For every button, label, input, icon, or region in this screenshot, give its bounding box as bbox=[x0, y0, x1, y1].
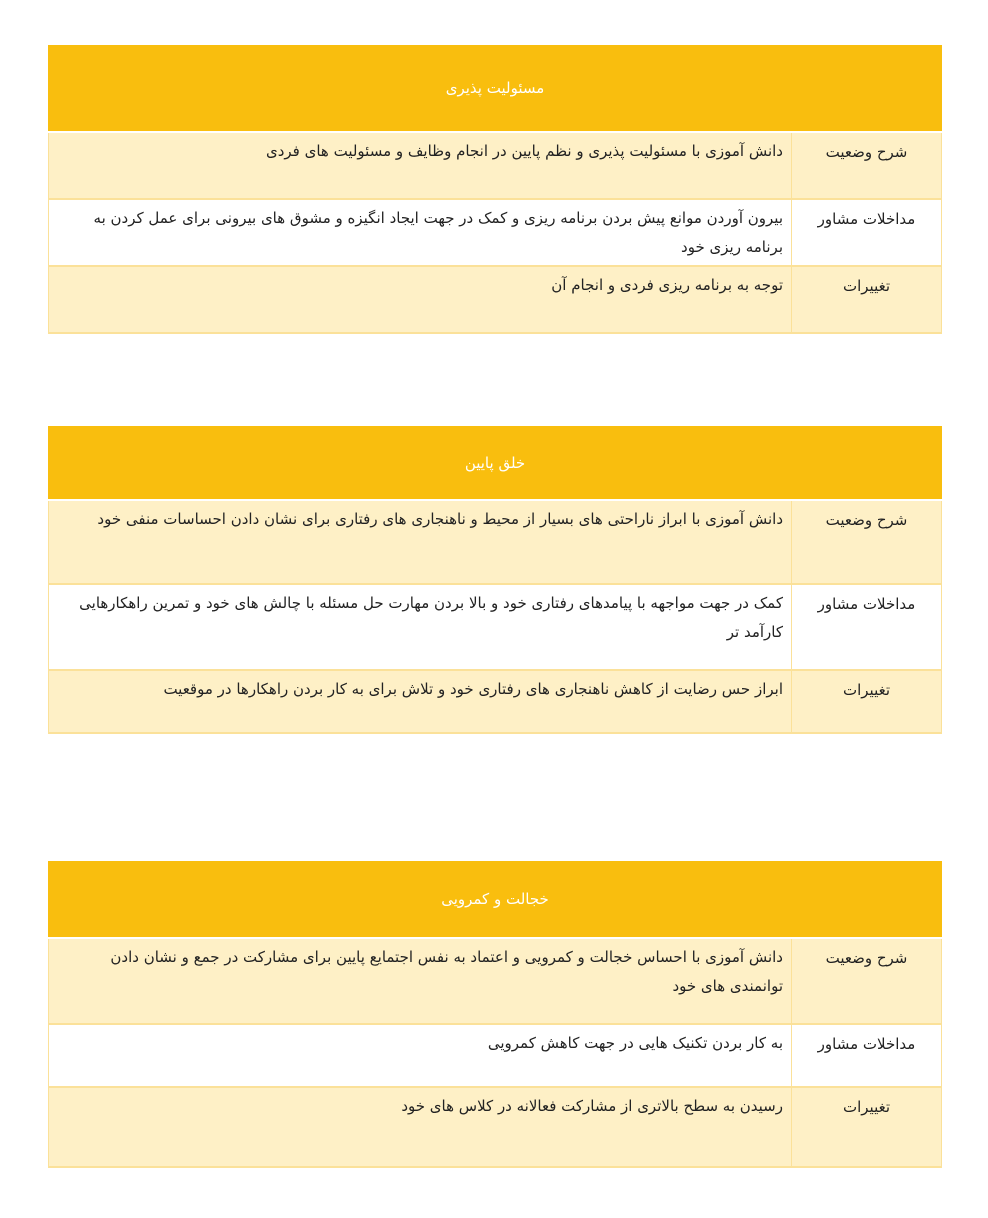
row-label: تغییرات bbox=[791, 267, 941, 332]
row-label: مداخلات مشاور bbox=[791, 585, 941, 669]
case-table-responsibility bbox=[48, 45, 942, 334]
row-value: دانش آموزی با ابراز ناراحتی های بسیار از محیط و ناهنجاری های رفتاری برای نشان دادن احساسات منفی خود bbox=[97, 510, 783, 528]
case-table-low-mood bbox=[48, 426, 942, 734]
row-value: رسیدن به سطح بالاتری از مشارکت فعالانه در کلاس های خود bbox=[401, 1097, 783, 1115]
table-row-intervention bbox=[48, 200, 942, 267]
row-label: شرح وضعیت bbox=[791, 501, 941, 583]
row-label: مداخلات مشاور bbox=[791, 200, 941, 265]
table-row-changes bbox=[48, 671, 942, 734]
row-label: شرح وضعیت bbox=[791, 939, 941, 1023]
row-value: بیرون آوردن موانع پیش بردن برنامه ریزی و کمک در جهت ایجاد انگیزه و مشوق های بیرونی برای عمل کردن به برنامه ریزی خود bbox=[93, 209, 783, 256]
row-value: به کار بردن تکنیک هایی در جهت کاهش کمرویی bbox=[487, 1034, 783, 1052]
table-row-status bbox=[48, 939, 942, 1025]
table-row-changes bbox=[48, 267, 942, 334]
table-row-intervention bbox=[48, 585, 942, 671]
table-title: خلق پایین bbox=[48, 426, 942, 501]
row-value: توجه به برنامه ریزی فردی و انجام آن bbox=[551, 276, 783, 294]
table-row-intervention bbox=[48, 1025, 942, 1088]
row-value: کمک در جهت مواجهه با پیامدهای رفتاری خود و بالا بردن مهارت حل مسئله با چالش های خود و تمرین راهکارهایی کارآمد تر bbox=[79, 594, 783, 641]
table-row-status bbox=[48, 501, 942, 585]
case-table-shyness bbox=[48, 861, 942, 1168]
table-row-changes bbox=[48, 1088, 942, 1168]
row-value: دانش آموزی با احساس خجالت و کمرویی و اعتماد به نفس اجتمایع پایین برای مشارکت در جمع و نشان دادن توانمندی های خود bbox=[110, 948, 783, 995]
row-label: تغییرات bbox=[791, 1088, 941, 1166]
row-value: ابراز حس رضایت از کاهش ناهنجاری های رفتاری خود و تلاش برای به کار بردن راهکارها در موقعیت bbox=[163, 680, 783, 698]
table-row-status bbox=[48, 133, 942, 200]
table-title: خجالت و کمرویی bbox=[48, 861, 942, 939]
table-title: مسئولیت پذیری bbox=[48, 45, 942, 133]
row-value: دانش آموزی با مسئولیت پذیری و نظم پایین در انجام وظایف و مسئولیت های فردی bbox=[265, 142, 783, 160]
row-label: مداخلات مشاور bbox=[791, 1025, 941, 1086]
row-label: شرح وضعیت bbox=[791, 133, 941, 198]
row-label: تغییرات bbox=[791, 671, 941, 732]
